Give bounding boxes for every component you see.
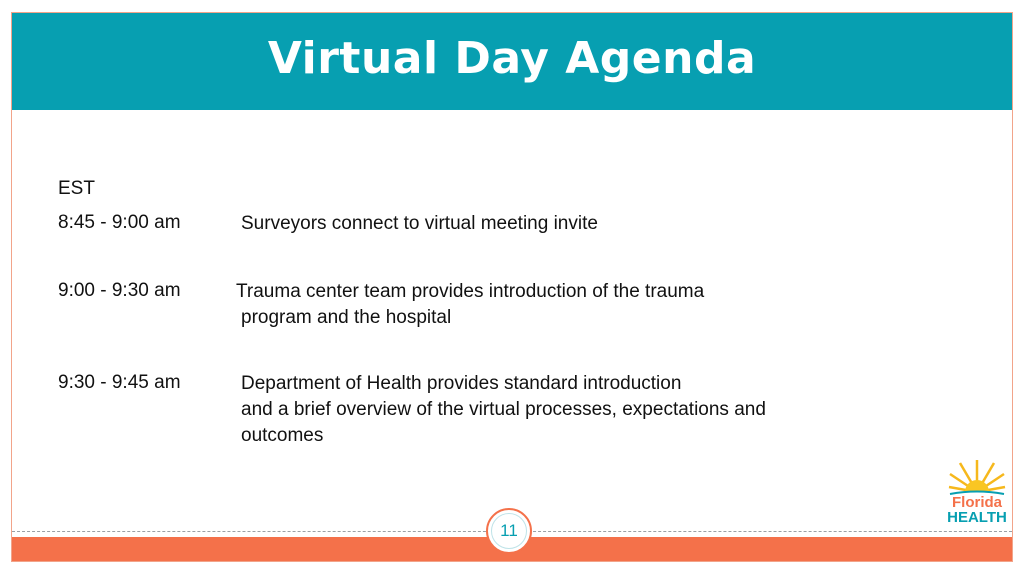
- page-number-inner: [491, 513, 527, 549]
- agenda-description: [236, 279, 709, 331]
- page-title: Virtual Day Agenda: [267, 33, 757, 84]
- logo-text-florida: Florida: [951, 494, 1002, 511]
- timezone-label: EST: [58, 178, 95, 199]
- sun-icon: [946, 458, 1008, 498]
- agenda-description: [241, 211, 598, 237]
- agenda-time: 8:45 - 9:00 am: [58, 212, 181, 233]
- agenda-description-line: Department of Health provides standard introduction: [241, 373, 682, 394]
- agenda-description-line: program and the hospital: [241, 307, 452, 328]
- agenda-time: 9:00 - 9:30 am: [58, 280, 181, 301]
- agenda-description-line: and a brief overview of the virtual processes, expectations and: [241, 399, 766, 420]
- agenda-description-line: Trauma center team provides introduction of the trauma: [236, 281, 705, 302]
- agenda-description: [241, 371, 766, 449]
- page-number: 11: [500, 521, 518, 540]
- agenda-description-line: Surveyors connect to virtual meeting invite: [241, 213, 598, 234]
- logo-text-health: HEALTH: [947, 509, 1007, 526]
- title-banner: [12, 13, 1012, 110]
- page-number-badge: [486, 508, 532, 554]
- florida-health-logo: [946, 458, 1008, 528]
- agenda-time: 9:30 - 9:45 am: [58, 372, 181, 393]
- agenda-description-line: outcomes: [241, 425, 324, 446]
